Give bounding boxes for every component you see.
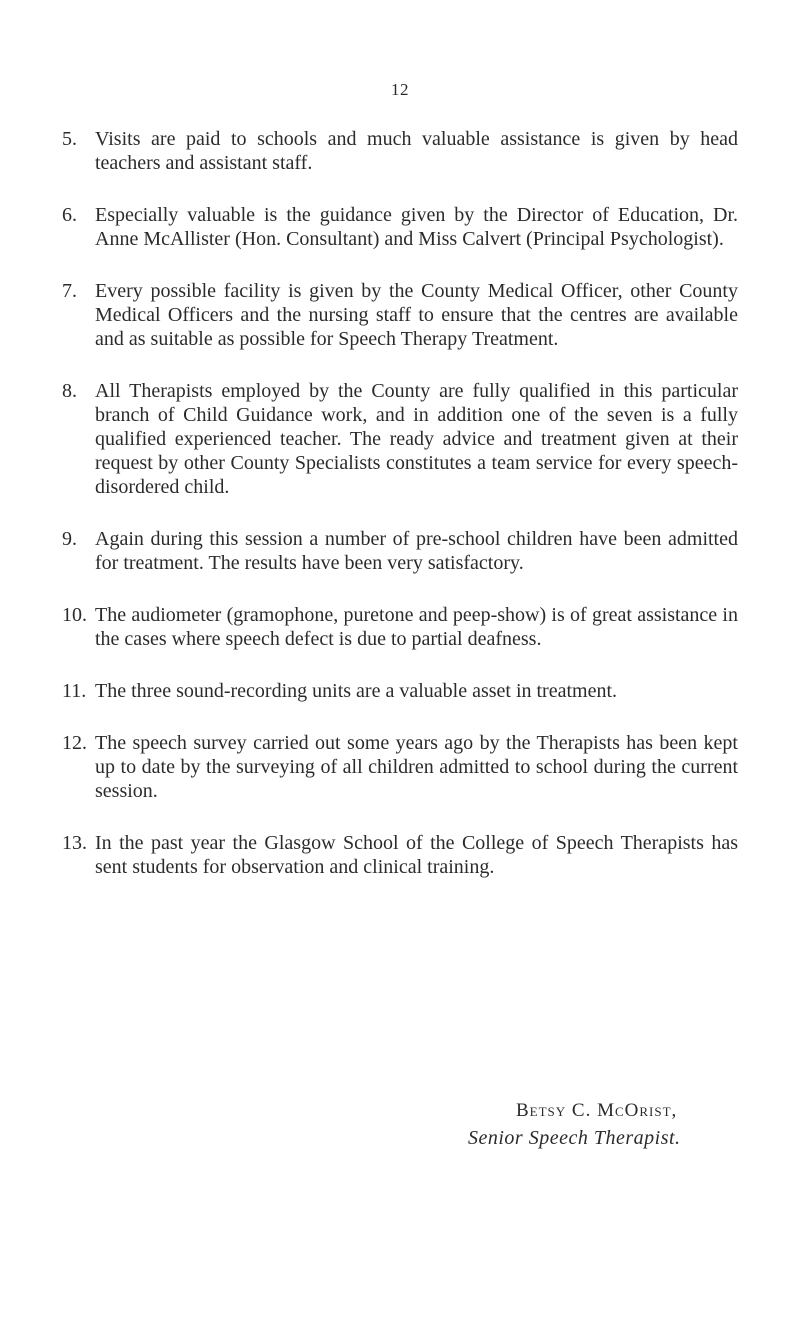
paragraph-text: All Therapists employed by the County are fully qualified in this particular branch of Child Guidance work, and in addition one of the seven is a fully qualified experienced teacher. The ready advice and treatment given at their request by other County Specialists constitutes a team service for every speech-disordered child. (95, 380, 738, 498)
signatory-name: Betsy C. McOrist, (516, 1100, 678, 1121)
paragraph-number: 13. (62, 832, 87, 854)
paragraph-item (62, 127, 738, 175)
paragraph-item (62, 603, 738, 651)
paragraph-item (62, 731, 738, 803)
paragraph-item (62, 279, 738, 351)
paragraph-number: 11. (62, 680, 87, 702)
paragraph-number: 9. (62, 528, 77, 550)
paragraph-text: In the past year the Glasgow School of the College of Speech Therapists has sent students for observation and clinical training. (95, 832, 738, 878)
paragraph-item (62, 679, 738, 703)
paragraph-number: 7. (62, 280, 77, 302)
paragraph-item (62, 379, 738, 499)
paragraph-text: Every possible facility is given by the County Medical Officer, other County Medical Officers and the nursing staff to ensure that the centres are available and as suitable as possible for Speech Therapy Treatment. (95, 280, 738, 350)
paragraph-number: 5. (62, 128, 77, 150)
paragraph-number: 10. (62, 604, 87, 626)
paragraph-number: 6. (62, 204, 77, 226)
paragraph-item (62, 203, 738, 251)
paragraph-number: 12. (62, 732, 87, 754)
paragraph-text: Especially valuable is the guidance given by the Director of Education, Dr. Anne McAllister (Hon. Consultant) and Miss Calvert (Principal Psychologist). (95, 204, 738, 250)
paragraph-text: The audiometer (gramophone, puretone and peep-show) is of great assistance in the cases where speech defect is due to partial deafness. (95, 604, 738, 650)
paragraph-text: The speech survey carried out some years ago by the Therapists has been kept up to date by the surveying of all children admitted to school during the current session. (95, 732, 738, 802)
paragraph-text: Again during this session a number of pre-school children have been admitted for treatment. The results have been very satisfactory. (95, 528, 738, 574)
paragraph-item (62, 527, 738, 575)
page-number: 12 (391, 80, 409, 99)
paragraph-text: Visits are paid to schools and much valuable assistance is given by head teachers and assistant staff. (95, 128, 738, 174)
paragraph-item (62, 831, 738, 879)
paragraph-number: 8. (62, 380, 77, 402)
signatory-title: Senior Speech Therapist. (468, 1127, 681, 1149)
paragraph-text: The three sound-recording units are a valuable asset in treatment. (95, 680, 618, 702)
signature-block (468, 1098, 728, 1152)
numbered-paragraph-list (62, 127, 738, 907)
